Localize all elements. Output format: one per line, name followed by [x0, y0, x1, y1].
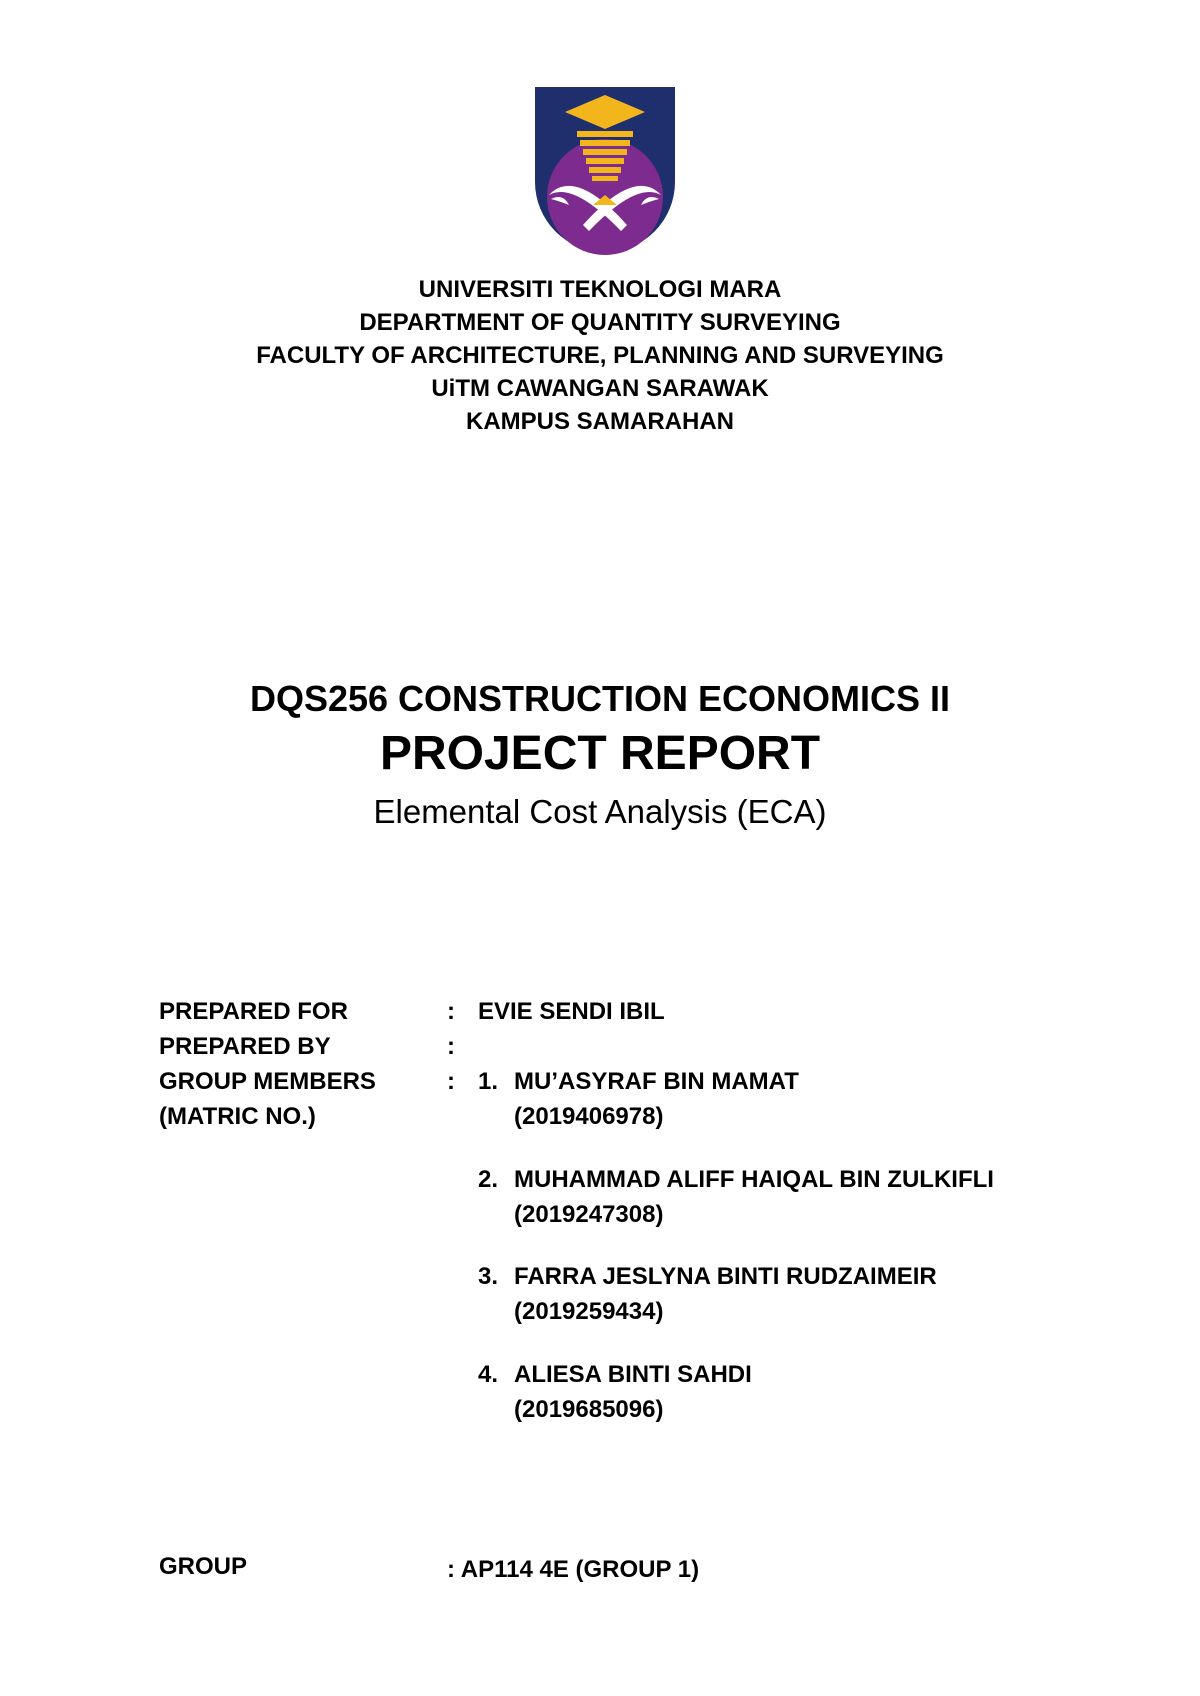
campus-name: KAMPUS SAMARAHAN: [466, 408, 734, 435]
member-number: 2.: [478, 1166, 499, 1193]
member-matric: (2019406978): [514, 1103, 664, 1130]
group-label: GROUP: [159, 1553, 248, 1580]
member-number: 4.: [478, 1361, 499, 1388]
prepared-for-value: EVIE SENDI IBIL: [478, 998, 665, 1025]
university-name: UNIVERSITI TEKNOLOGI MARA: [418, 276, 782, 303]
group-members-colon: :: [447, 1068, 455, 1095]
course-title: DQS256 CONSTRUCTION ECONOMICS II: [249, 678, 951, 719]
matric-label: (MATRIC NO.): [159, 1103, 316, 1130]
prepared-by-colon: :: [447, 1033, 455, 1060]
member-name: ALIESA BINTI SAHDI: [514, 1361, 752, 1388]
member-number: 1.: [478, 1068, 499, 1095]
department-name: DEPARTMENT OF QUANTITY SURVEYING: [359, 309, 841, 336]
prepared-for-label: PREPARED FOR: [159, 998, 348, 1025]
university-crest-logo: [535, 87, 675, 255]
prepared-for-colon: :: [447, 998, 455, 1025]
prepared-by-label: PREPARED BY: [159, 1033, 331, 1060]
report-subtitle: Elemental Cost Analysis (ECA): [373, 793, 827, 830]
member-name: MU’ASYRAF BIN MAMAT: [514, 1068, 799, 1095]
faculty-name: FACULTY OF ARCHITECTURE, PLANNING AND SURVEYING: [256, 342, 944, 369]
member-number: 3.: [478, 1263, 499, 1290]
group-value: : AP114 4E (GROUP 1): [447, 1556, 700, 1583]
member-name: FARRA JESLYNA BINTI RUDZAIMEIR: [514, 1263, 937, 1290]
institution-block: [0, 273, 1200, 438]
group-members-label: GROUP MEMBERS: [159, 1068, 376, 1095]
member-name: MUHAMMAD ALIFF HAIQAL BIN ZULKIFLI: [514, 1166, 994, 1193]
member-matric: (2019259434): [514, 1298, 664, 1325]
member-matric: (2019247308): [514, 1201, 664, 1228]
member-matric: (2019685096): [514, 1396, 664, 1423]
branch-name: UiTM CAWANGAN SARAWAK: [431, 375, 769, 402]
report-title: PROJECT REPORT: [379, 727, 821, 780]
